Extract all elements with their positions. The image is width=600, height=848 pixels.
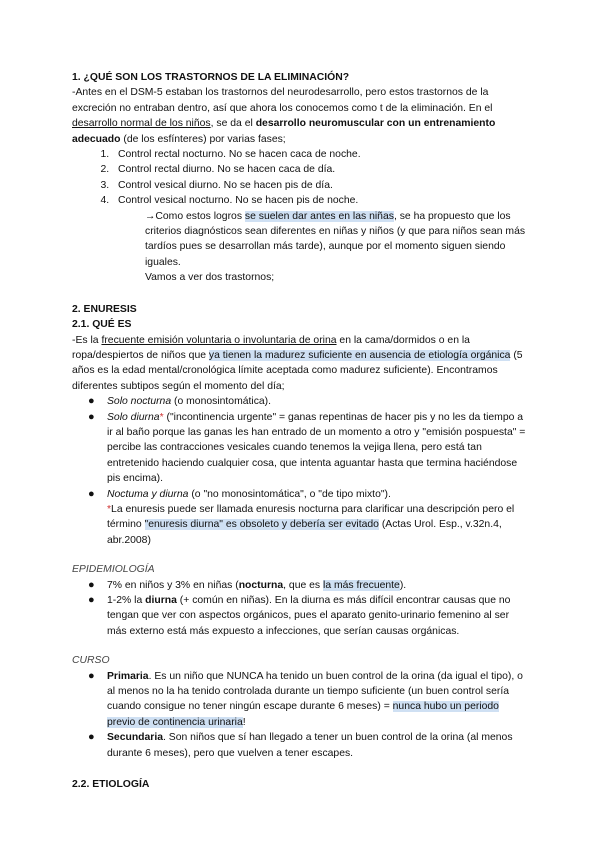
paragraph-intro: -Antes en el DSM-5 estaban los trastornos del neurodesarrollo, pero estos trastornos de la excreción no entraban dentro, así que ahora los conocemos como t de la eliminación. En el desarrollo normal de los niños, se da el desarrollo neuromuscular con un entrenamiento adecuado (de los esfínteres) por varias fases;: [72, 87, 496, 145]
course-list: [72, 669, 528, 761]
arrow-note: →Como estos logros se suelen dar antes en las niñas, se ha propuesto que los criterios diagnósticos sean diferentes en niñas y niños (y que para niños sean más tardíos pues se desarrollan más tarde), aunque por el momento siguen siendo iguales. Vamos a ver dos trastornos;: [145, 210, 526, 284]
paragraph-definition: -Es la frecuente emisión voluntaria o involuntaria de orina en la cama/dormidos o en la ropa/despiertos de niños que ya tienen la madurez suficiente en ausencia de etiología orgánica (5 años es la edad mental/cronológica límite aceptada como madurez suficiente). Encontramos diferentes subtipos según el momento del día;: [72, 334, 523, 392]
list-item: 1. Control rectal nocturno. No se hacen caca de noche.: [112, 147, 528, 162]
phases-list: [72, 147, 528, 209]
list-item: ● Primaria. Es un niño que NUNCA ha tenido un buen control de la orina (da igual el tipo), o al menos no la ha tenido controlada durante un tiempo suficiente (un buen control sería cuando consigue no tener ningún escape durante 6 meses) = nunca hubo un periodo previo de continencia urinaria!: [88, 669, 523, 728]
subsection-title-2-1: 2.1. QUÉ ES: [72, 319, 132, 331]
list-item: ● Solo nocturna (o monosintomática).: [88, 395, 272, 408]
subtypes-list: [72, 394, 528, 548]
course-heading: CURSO: [72, 655, 110, 667]
epidemiology-heading: EPIDEMIOLOGÍA: [72, 564, 155, 576]
epidemiology-list: [72, 578, 528, 640]
section-title-1: 1. ¿QUÉ SON LOS TRASTORNOS DE LA ELIMINACIÓN?: [72, 72, 350, 83]
list-item: ● 7% en niños y 3% en niñas (nocturna, que es la más frecuente).: [88, 578, 407, 591]
list-item: ● Solo diurna* ("incontinencia urgente" = ganas repentinas de hacer pis y no les da tiempo a ir al baño porque las ganas les han entrado de un momento a otro y "emisión pospuesta" = percibe las contracciones vesicales cuando tenemos la vejiga llena, pero está tan entretenido haciendo cualquier cosa, que intenta aguantar hasta que termina haciéndose pis encima).: [88, 410, 526, 485]
list-item: 3. Control vesical diurno. No se hacen pis de día.: [112, 178, 528, 193]
list-item: 4. Control vesical nocturno. No se hacen pis de noche.: [112, 193, 528, 208]
subsection-title-2-2: 2.2. ETIOLOGÍA: [72, 779, 150, 791]
list-item: ● 1-2% la diurna (+ común en niñas). En la diurna es más difícil encontrar causas que no tengan que ver con aspectos orgánicos, pues el aparato genito-urinario femenino al ser más externo está más expuesto a infecciones, que serían causas orgánicas.: [88, 594, 511, 637]
list-item: 2. Control rectal diurno. No se hacen caca de día.: [112, 162, 528, 177]
section-title-2: 2. ENURESIS: [72, 303, 137, 315]
list-item: ● Secundaria. Son niños que sí han llegado a tener un buen control de la orina (al menos durante 6 meses), pero que vuelven a tener escapes.: [88, 731, 513, 759]
list-item: ● Noctuma y diurna (o "no monosintomática", o "de tipo mixto"). *La enuresis puede ser llamada enuresis nocturna para clarificar una descripción pero el término "enuresis diurna" es obsoleto y debería ser evitado (Actas Urol. Esp., v.32n.4, abr.2008): [88, 487, 515, 546]
document-page: [72, 70, 528, 792]
